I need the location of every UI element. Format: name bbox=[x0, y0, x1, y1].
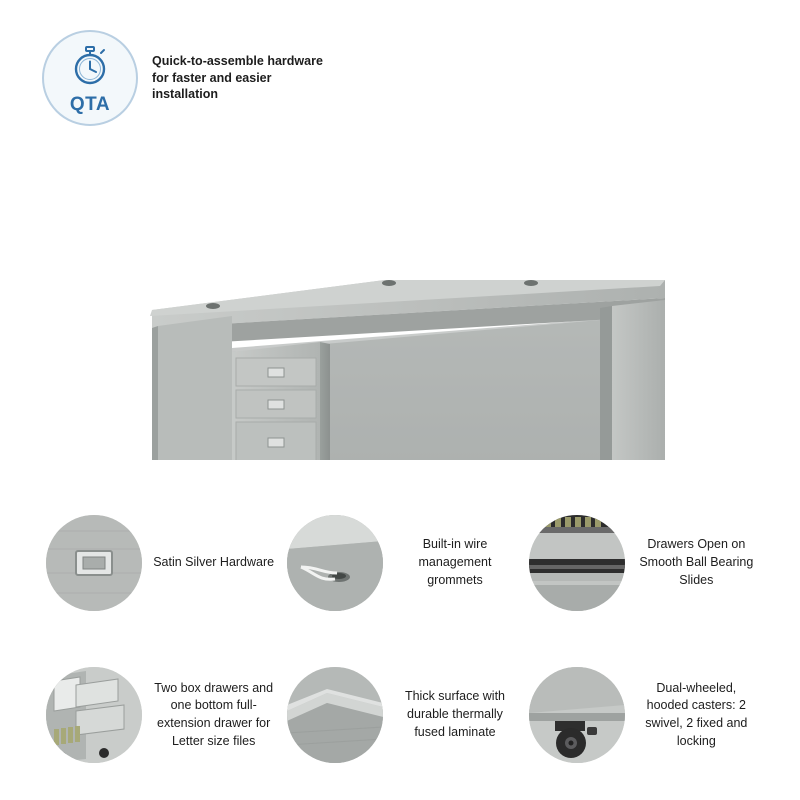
corner-edge-thumb bbox=[287, 667, 383, 763]
feature-thermally-fused-laminate bbox=[287, 644, 520, 786]
feature-ball-bearing-slides bbox=[529, 492, 762, 634]
caster-thumb bbox=[529, 667, 625, 763]
feature-label: Thick surface with durable thermally fused laminate bbox=[404, 689, 505, 739]
qta-badge bbox=[42, 30, 138, 126]
stopwatch-icon bbox=[68, 44, 112, 93]
feature-label: Built-in wire management grommets bbox=[418, 537, 492, 587]
feature-wire-management-grommets bbox=[287, 492, 520, 634]
quick-to-assemble-badge-block bbox=[42, 30, 327, 126]
qta-abbreviation: QTA bbox=[69, 94, 111, 115]
feature-dual-wheeled-casters bbox=[529, 644, 762, 786]
qta-caption: Quick-to-assemble hardware for faster and easier installation bbox=[152, 53, 323, 102]
drawer-pull-thumb bbox=[46, 515, 142, 611]
feature-box-and-file-drawers bbox=[46, 644, 279, 786]
feature-list bbox=[46, 492, 762, 786]
feature-label: Satin Silver Hardware bbox=[153, 555, 275, 570]
open-drawers-thumb bbox=[46, 667, 142, 763]
feature-label: Drawers Open on Smooth Ball Bearing Slides bbox=[639, 537, 754, 587]
feature-label: Two box drawers and one bottom full-extension drawer for Letter size files bbox=[154, 680, 274, 748]
product-hero-image bbox=[0, 120, 800, 460]
feature-satin-silver-hardware bbox=[46, 492, 279, 634]
drawer-slide-thumb bbox=[529, 515, 625, 611]
grommet-thumb bbox=[287, 515, 383, 611]
feature-label: Dual-wheeled, hooded casters: 2 swivel, 2 fixed and locking bbox=[645, 680, 748, 748]
